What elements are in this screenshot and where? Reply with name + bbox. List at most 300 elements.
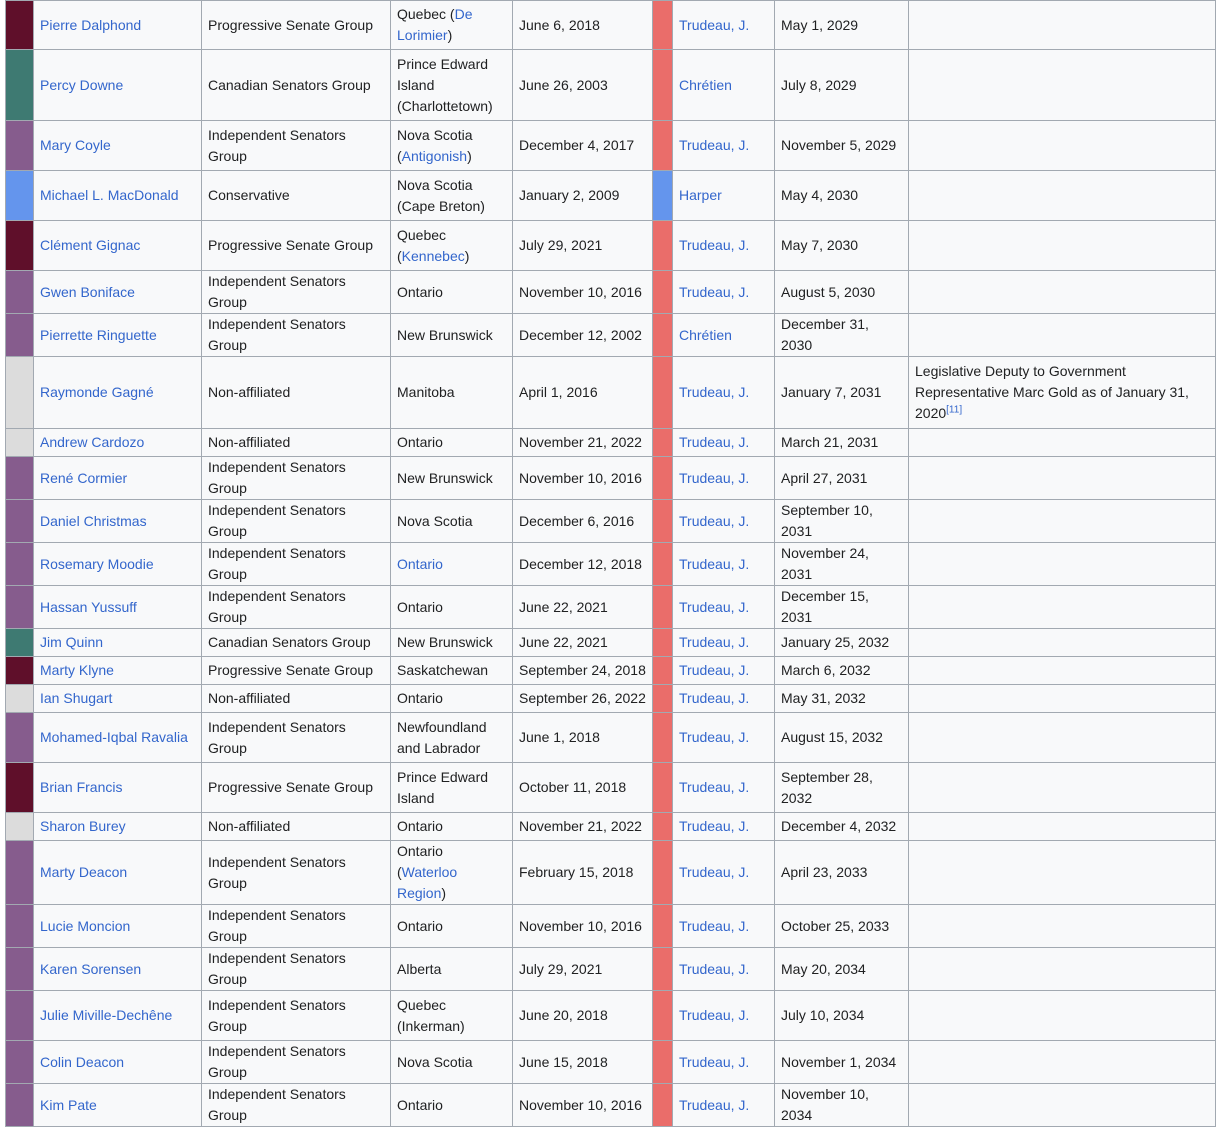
province-cell (391, 457, 513, 500)
senator-name-link[interactable]: Gwen Boniface (40, 283, 135, 300)
notes-cell (909, 429, 1216, 457)
senator-name-cell (34, 357, 202, 429)
senator-name-link[interactable]: Jim Quinn (40, 634, 104, 650)
senator-name-cell (34, 841, 202, 905)
retirement-date-cell: November 1, 2034 (775, 1041, 909, 1084)
pm-party-color-swatch (653, 314, 673, 357)
pm-party-color-swatch (653, 221, 673, 271)
notes-cell (909, 841, 1216, 905)
appointing-pm-cell (673, 221, 775, 271)
affiliation-color-swatch (6, 713, 34, 763)
senator-name-link[interactable]: Daniel Christmas (40, 512, 147, 529)
province-text: Prince Edward Island (Charlottetown) (397, 55, 493, 114)
province-cell (391, 171, 513, 221)
affiliation-color-swatch (6, 121, 34, 171)
table-row (6, 1084, 1216, 1127)
senator-name-cell (34, 1041, 202, 1084)
retirement-date-cell: January 25, 2032 (775, 629, 909, 657)
senator-name-cell (34, 271, 202, 314)
appointing-pm-cell (673, 991, 775, 1041)
retirement-date-cell: August 5, 2030 (775, 271, 909, 314)
appointed-date-cell: December 4, 2017 (513, 121, 653, 171)
notes-text: Legislative Deputy to Government Representative Marc Gold as of January 31, 2020 (915, 363, 1189, 421)
retirement-date-cell: September 28, 2032 (775, 763, 909, 813)
province-text: Ontario (397, 917, 443, 934)
pm-party-color-swatch (653, 685, 673, 713)
senator-name-link[interactable]: Andrew Cardozo (40, 434, 145, 450)
pm-party-color-swatch (653, 841, 673, 905)
pm-party-color-swatch (653, 500, 673, 543)
appointed-date-cell: November 10, 2016 (513, 905, 653, 948)
senator-name-link[interactable]: Julie Miville-Dechêne (40, 1007, 173, 1023)
province-text: Prince Edward Island (397, 768, 489, 806)
province-text: Nova Scotia (397, 1053, 473, 1070)
affiliation-color-swatch (6, 763, 34, 813)
appointed-date-cell: February 15, 2018 (513, 841, 653, 905)
appointed-date-cell: November 21, 2022 (513, 429, 653, 457)
appointing-pm-link[interactable]: Trudeau, J. (679, 434, 750, 450)
retirement-date-cell: May 4, 2030 (775, 171, 909, 221)
senator-name-cell (34, 905, 202, 948)
senator-name-cell (34, 500, 202, 543)
notes-cell (909, 271, 1216, 314)
affiliation-color-swatch (6, 905, 34, 948)
affiliation-color-swatch (6, 271, 34, 314)
affiliation-cell: Non-affiliated (202, 813, 391, 841)
senator-name-link[interactable]: Marty Deacon (40, 864, 128, 880)
affiliation-cell: Independent Senators Group (202, 991, 391, 1041)
affiliation-color-swatch (6, 1, 34, 50)
table-row (6, 841, 1216, 905)
table-row (6, 629, 1216, 657)
affiliation-cell: Independent Senators Group (202, 457, 391, 500)
affiliation-color-swatch (6, 500, 34, 543)
province-text: Quebec ( (397, 226, 447, 264)
affiliation-cell: Independent Senators Group (202, 314, 391, 357)
affiliation-cell: Independent Senators Group (202, 948, 391, 991)
senator-name-cell (34, 763, 202, 813)
division-link[interactable]: Waterloo Region (397, 864, 458, 901)
appointed-date-cell: November 21, 2022 (513, 813, 653, 841)
province-cell (391, 1041, 513, 1084)
senator-name-link[interactable]: Pierre Dalphond (40, 16, 142, 33)
senator-name-cell (34, 629, 202, 657)
affiliation-color-swatch (6, 1084, 34, 1127)
appointing-pm-cell (673, 500, 775, 543)
province-cell (391, 685, 513, 713)
province-text: Newfoundland and Labrador (397, 718, 487, 756)
province-cell (391, 121, 513, 171)
pm-party-color-swatch (653, 657, 673, 685)
appointing-pm-cell (673, 905, 775, 948)
senator-name-cell (34, 948, 202, 991)
appointing-pm-link[interactable]: Trudeau, J. (679, 864, 750, 880)
affiliation-color-swatch (6, 50, 34, 121)
affiliation-cell: Non-affiliated (202, 429, 391, 457)
retirement-date-cell: May 31, 2032 (775, 685, 909, 713)
appointed-date-cell: November 10, 2016 (513, 1084, 653, 1127)
reference-link[interactable]: [11] (946, 404, 963, 416)
affiliation-cell: Progressive Senate Group (202, 1, 391, 50)
province-cell (391, 713, 513, 763)
province-cell (391, 813, 513, 841)
retirement-date-cell: August 15, 2032 (775, 713, 909, 763)
appointed-date-cell: July 29, 2021 (513, 948, 653, 991)
appointing-pm-cell (673, 543, 775, 586)
pm-party-color-swatch (653, 171, 673, 221)
pm-party-color-swatch (653, 121, 673, 171)
pm-party-color-swatch (653, 713, 673, 763)
province-text-end: ) (447, 27, 453, 43)
table-row (6, 357, 1216, 429)
pm-party-color-swatch (653, 1, 673, 50)
province-cell (391, 500, 513, 543)
division-link[interactable]: Antigonish (401, 147, 468, 164)
province-cell (391, 543, 513, 586)
province-text: Ontario (397, 818, 443, 834)
senator-name-link[interactable]: Mary Coyle (40, 137, 111, 153)
senator-name-link[interactable]: René Cormier (40, 469, 128, 486)
appointing-pm-cell (673, 713, 775, 763)
affiliation-color-swatch (6, 221, 34, 271)
affiliation-color-swatch (6, 685, 34, 713)
appointed-date-cell: June 26, 2003 (513, 50, 653, 121)
appointing-pm-link[interactable]: Trudeau, J. (679, 384, 750, 400)
appointed-date-cell: November 10, 2016 (513, 457, 653, 500)
appointing-pm-link[interactable]: Trudeau, J. (679, 818, 750, 834)
table-row (6, 429, 1216, 457)
senator-name-cell (34, 1, 202, 50)
appointed-date-cell: December 6, 2016 (513, 500, 653, 543)
appointing-pm-link[interactable]: Harper (679, 187, 722, 203)
senator-name-link[interactable]: Brian Francis (40, 779, 123, 795)
retirement-date-cell: November 24, 2031 (775, 543, 909, 586)
notes-cell (909, 629, 1216, 657)
retirement-date-cell: November 10, 2034 (775, 1084, 909, 1127)
notes-cell (909, 457, 1216, 500)
notes-cell (909, 1084, 1216, 1127)
affiliation-cell: Independent Senators Group (202, 1084, 391, 1127)
table-row (6, 991, 1216, 1041)
appointed-date-cell: April 1, 2016 (513, 357, 653, 429)
province-text: Nova Scotia ( (397, 126, 473, 164)
province-text: Ontario (397, 598, 443, 615)
appointed-date-cell: June 22, 2021 (513, 586, 653, 629)
appointing-pm-link[interactable]: Trudeau, J. (679, 1053, 750, 1070)
province-text: Manitoba (397, 384, 455, 400)
affiliation-color-swatch (6, 629, 34, 657)
retirement-date-cell: May 1, 2029 (775, 1, 909, 50)
affiliation-color-swatch (6, 357, 34, 429)
appointed-date-cell: July 29, 2021 (513, 221, 653, 271)
appointing-pm-cell (673, 1041, 775, 1084)
senator-name-cell (34, 586, 202, 629)
reference-superscript (946, 404, 962, 415)
senator-name-cell (34, 713, 202, 763)
division-link[interactable]: Kennebec (401, 247, 465, 264)
table-row (6, 457, 1216, 500)
senator-name-link[interactable]: Karen Sorensen (40, 960, 142, 977)
pm-party-color-swatch (653, 357, 673, 429)
province-cell (391, 948, 513, 991)
province-text: New Brunswick (397, 469, 493, 486)
notes-cell (909, 314, 1216, 357)
retirement-date-cell: April 23, 2033 (775, 841, 909, 905)
affiliation-cell: Independent Senators Group (202, 271, 391, 314)
table-row (6, 713, 1216, 763)
senator-name-cell (34, 314, 202, 357)
appointing-pm-link[interactable]: Trudeau, J. (679, 729, 750, 745)
notes-cell (909, 713, 1216, 763)
appointing-pm-link[interactable]: Trudeau, J. (679, 555, 750, 572)
senator-name-cell (34, 657, 202, 685)
retirement-date-cell: July 8, 2029 (775, 50, 909, 121)
affiliation-color-swatch (6, 429, 34, 457)
appointing-pm-cell (673, 50, 775, 121)
affiliation-color-swatch (6, 586, 34, 629)
appointing-pm-link[interactable]: Trudeau, J. (679, 662, 750, 678)
appointing-pm-link[interactable]: Trudeau, J. (679, 16, 750, 33)
province-text-end: ) (464, 247, 470, 264)
notes-cell (909, 905, 1216, 948)
notes-cell (909, 50, 1216, 121)
appointing-pm-link[interactable]: Trudeau, J. (679, 598, 750, 615)
table-row (6, 657, 1216, 685)
pm-party-color-swatch (653, 543, 673, 586)
appointing-pm-cell (673, 1, 775, 50)
senator-name-cell (34, 1084, 202, 1127)
senator-name-cell (34, 813, 202, 841)
appointing-pm-cell (673, 948, 775, 991)
retirement-date-cell: November 5, 2029 (775, 121, 909, 171)
pm-party-color-swatch (653, 629, 673, 657)
province-cell (391, 314, 513, 357)
notes-cell (909, 500, 1216, 543)
affiliation-cell: Canadian Senators Group (202, 629, 391, 657)
appointed-date-cell: September 24, 2018 (513, 657, 653, 685)
retirement-date-cell: September 10, 2031 (775, 500, 909, 543)
retirement-date-cell: October 25, 2033 (775, 905, 909, 948)
pm-party-color-swatch (653, 1041, 673, 1084)
senator-name-cell (34, 543, 202, 586)
retirement-date-cell: March 6, 2032 (775, 657, 909, 685)
province-cell (391, 629, 513, 657)
appointed-date-cell: June 1, 2018 (513, 713, 653, 763)
notes-cell (909, 763, 1216, 813)
appointed-date-cell: December 12, 2018 (513, 543, 653, 586)
affiliation-cell: Progressive Senate Group (202, 763, 391, 813)
province-cell (391, 1084, 513, 1127)
table-row (6, 948, 1216, 991)
appointing-pm-link[interactable]: Trudeau, J. (679, 917, 750, 934)
notes-cell (909, 221, 1216, 271)
senator-name-link[interactable]: Rosemary Moodie (40, 555, 154, 572)
province-text: Nova Scotia (Cape Breton) (397, 176, 485, 214)
province-cell (391, 657, 513, 685)
retirement-date-cell: May 20, 2034 (775, 948, 909, 991)
senator-name-link[interactable]: Hassan Yussuff (40, 598, 137, 615)
appointing-pm-link[interactable]: Chrétien (679, 326, 732, 343)
senator-name-link[interactable]: Michael L. MacDonald (40, 187, 179, 203)
affiliation-cell: Independent Senators Group (202, 500, 391, 543)
senator-name-link[interactable]: Colin Deacon (40, 1053, 125, 1070)
province-cell (391, 221, 513, 271)
affiliation-color-swatch (6, 657, 34, 685)
appointing-pm-link[interactable]: Trudeau, J. (679, 1007, 750, 1023)
province-text: Ontario (397, 434, 443, 450)
affiliation-cell: Progressive Senate Group (202, 221, 391, 271)
appointed-date-cell: June 20, 2018 (513, 991, 653, 1041)
table-row (6, 685, 1216, 713)
province-text: Nova Scotia (397, 512, 473, 529)
appointing-pm-link[interactable]: Trudeau, J. (679, 469, 750, 486)
table-row (6, 171, 1216, 221)
senator-name-link[interactable]: Pierrette Ringuette (40, 326, 157, 343)
affiliation-cell: Non-affiliated (202, 357, 391, 429)
senator-name-link[interactable]: Percy Downe (40, 76, 124, 93)
appointing-pm-link[interactable]: Trudeau, J. (679, 137, 750, 153)
affiliation-cell: Independent Senators Group (202, 543, 391, 586)
appointing-pm-link[interactable]: Trudeau, J. (679, 237, 750, 253)
table-row (6, 271, 1216, 314)
appointed-date-cell: June 22, 2021 (513, 629, 653, 657)
notes-cell (909, 171, 1216, 221)
notes-cell (909, 991, 1216, 1041)
appointing-pm-link[interactable]: Chrétien (679, 76, 732, 93)
affiliation-cell: Independent Senators Group (202, 1041, 391, 1084)
affiliation-color-swatch (6, 841, 34, 905)
province-text: Saskatchewan (397, 662, 489, 678)
senator-name-cell (34, 685, 202, 713)
table-row (6, 1041, 1216, 1084)
pm-party-color-swatch (653, 948, 673, 991)
province-cell (391, 429, 513, 457)
appointing-pm-cell (673, 586, 775, 629)
table-row (6, 543, 1216, 586)
retirement-date-cell: December 15, 2031 (775, 586, 909, 629)
affiliation-color-swatch (6, 1041, 34, 1084)
affiliation-color-swatch (6, 171, 34, 221)
appointing-pm-link[interactable]: Trudeau, J. (679, 960, 750, 977)
province-cell (391, 586, 513, 629)
notes-cell (909, 121, 1216, 171)
pm-party-color-swatch (653, 1084, 673, 1127)
province-cell (391, 763, 513, 813)
appointing-pm-cell (673, 1084, 775, 1127)
table-row (6, 905, 1216, 948)
affiliation-color-swatch (6, 991, 34, 1041)
appointing-pm-cell (673, 841, 775, 905)
division-link[interactable]: Ontario (397, 555, 443, 572)
retirement-date-cell: January 7, 2031 (775, 357, 909, 429)
affiliation-color-swatch (6, 813, 34, 841)
appointing-pm-cell (673, 657, 775, 685)
province-cell (391, 905, 513, 948)
affiliation-cell: Independent Senators Group (202, 586, 391, 629)
pm-party-color-swatch (653, 457, 673, 500)
notes-cell (909, 948, 1216, 991)
senator-name-link[interactable]: Lucie Moncion (40, 917, 131, 934)
retirement-date-cell: May 7, 2030 (775, 221, 909, 271)
table-row (6, 50, 1216, 121)
senator-name-cell (34, 121, 202, 171)
table-row (6, 121, 1216, 171)
table-row (6, 500, 1216, 543)
notes-cell (909, 813, 1216, 841)
province-text-end: ) (441, 885, 447, 901)
affiliation-cell: Independent Senators Group (202, 841, 391, 905)
senator-name-link[interactable]: Clément Gignac (40, 237, 141, 253)
affiliation-cell: Non-affiliated (202, 685, 391, 713)
table-row (6, 586, 1216, 629)
pm-party-color-swatch (653, 50, 673, 121)
appointing-pm-link[interactable]: Trudeau, J. (679, 690, 750, 706)
province-cell (391, 1, 513, 50)
appointed-date-cell: December 12, 2002 (513, 314, 653, 357)
affiliation-color-swatch (6, 543, 34, 586)
senator-name-link[interactable]: Mohamed-Iqbal Ravalia (40, 729, 188, 745)
notes-cell (909, 657, 1216, 685)
senator-name-link[interactable]: Sharon Burey (40, 818, 126, 834)
senator-name-link[interactable]: Kim Pate (40, 1096, 97, 1113)
pm-party-color-swatch (653, 813, 673, 841)
retirement-date-cell: December 31, 2030 (775, 314, 909, 357)
senator-name-cell (34, 429, 202, 457)
division-link[interactable]: De Lorimier (397, 6, 473, 43)
table-row (6, 813, 1216, 841)
affiliation-color-swatch (6, 948, 34, 991)
affiliation-cell: Independent Senators Group (202, 713, 391, 763)
senator-name-link[interactable]: Ian Shugart (40, 690, 113, 706)
senators-table (5, 0, 1216, 1127)
retirement-date-cell: March 21, 2031 (775, 429, 909, 457)
appointing-pm-link[interactable]: Trudeau, J. (679, 512, 750, 529)
pm-party-color-swatch (653, 429, 673, 457)
notes-cell (909, 586, 1216, 629)
appointing-pm-cell (673, 685, 775, 713)
province-text: Ontario (397, 690, 443, 706)
appointed-date-cell: September 26, 2022 (513, 685, 653, 713)
affiliation-cell: Independent Senators Group (202, 905, 391, 948)
senator-name-cell (34, 457, 202, 500)
appointed-date-cell: January 2, 2009 (513, 171, 653, 221)
senator-name-link[interactable]: Raymonde Gagné (40, 384, 154, 400)
province-cell (391, 271, 513, 314)
appointed-date-cell: October 11, 2018 (513, 763, 653, 813)
appointing-pm-cell (673, 171, 775, 221)
table-row (6, 1, 1216, 50)
notes-cell (909, 1041, 1216, 1084)
pm-party-color-swatch (653, 763, 673, 813)
appointing-pm-link[interactable]: Trudeau, J. (679, 1096, 750, 1113)
appointing-pm-link[interactable]: Trudeau, J. (679, 283, 750, 300)
senator-name-cell (34, 171, 202, 221)
appointing-pm-link[interactable]: Trudeau, J. (679, 779, 750, 795)
pm-party-color-swatch (653, 586, 673, 629)
appointing-pm-cell (673, 763, 775, 813)
pm-party-color-swatch (653, 271, 673, 314)
affiliation-cell: Independent Senators Group (202, 121, 391, 171)
affiliation-cell: Conservative (202, 171, 391, 221)
notes-cell (909, 1, 1216, 50)
appointing-pm-link[interactable]: Trudeau, J. (679, 634, 750, 650)
table-row (6, 314, 1216, 357)
appointing-pm-cell (673, 429, 775, 457)
senator-name-link[interactable]: Marty Klyne (40, 662, 114, 678)
province-cell (391, 991, 513, 1041)
appointed-date-cell: November 10, 2016 (513, 271, 653, 314)
retirement-date-cell: July 10, 2034 (775, 991, 909, 1041)
